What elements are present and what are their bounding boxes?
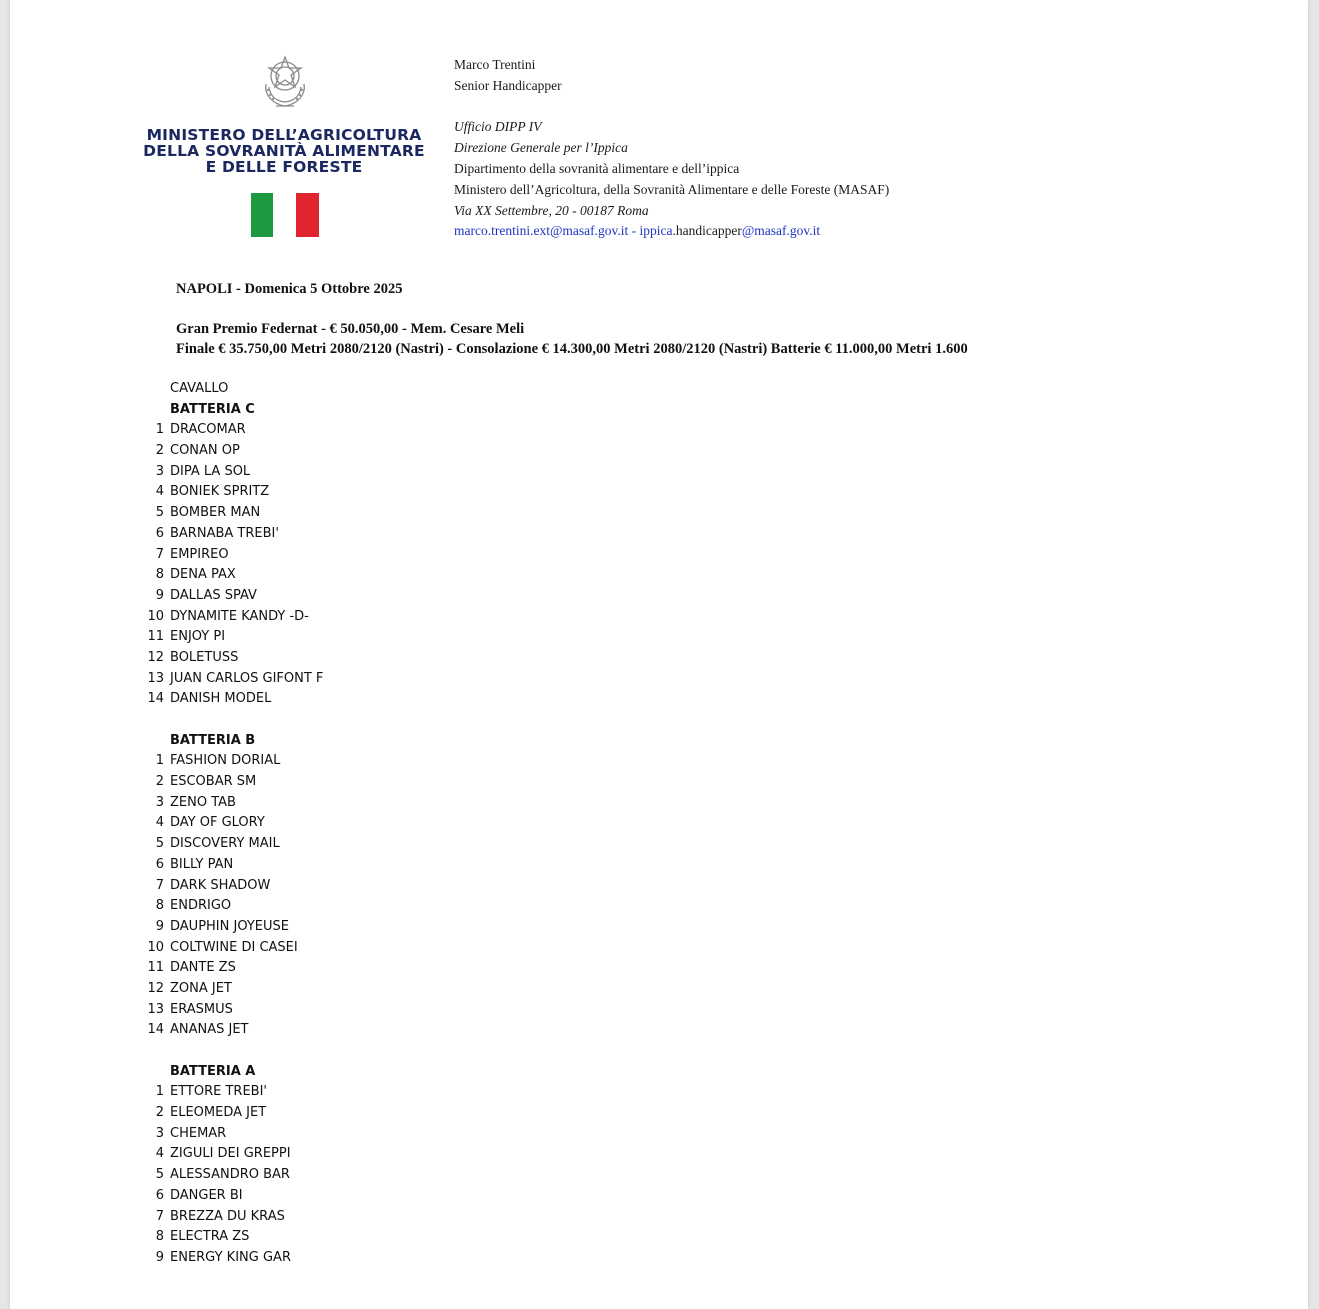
horse-name: CONAN OP (170, 443, 240, 459)
horse-number: 6 (155, 525, 164, 541)
horse-number: 5 (155, 1167, 164, 1183)
horse-row (140, 565, 540, 586)
horse-row (140, 1103, 540, 1124)
horse-row (140, 751, 540, 772)
horse-row (140, 1020, 540, 1041)
horse-number: 13 (147, 670, 164, 686)
horse-number: 6 (155, 856, 164, 872)
contact-direction: Direzione Generale per l’Ippica (454, 140, 628, 156)
horse-number: 12 (147, 980, 164, 996)
horse-number: 10 (147, 608, 164, 624)
horse-row (140, 855, 540, 876)
battery-title: BATTERIA C (170, 401, 255, 417)
horse-name: ENJOY PI (170, 629, 226, 645)
horse-row (140, 689, 540, 710)
horse-row (140, 813, 540, 834)
horse-row (140, 669, 540, 690)
horse-name: BONIEK SPRITZ (170, 484, 270, 500)
horse-row (140, 1000, 540, 1021)
horse-row (140, 607, 540, 628)
horse-name: DANISH MODEL (170, 691, 272, 707)
horse-row (140, 648, 540, 669)
horse-row (140, 896, 540, 917)
contact-ministry: Ministero dell’Agricoltura, della Sovranità Alimentare e delle Foreste (MASAF) (454, 181, 890, 197)
horse-number: 13 (147, 1001, 164, 1017)
horse-row (140, 979, 540, 1000)
horse-name: BILLY PAN (170, 856, 234, 872)
horse-name: ZIGULI DEI GREPPI (170, 1146, 291, 1162)
italian-flag-icon (251, 193, 319, 237)
horse-name: COLTWINE DI CASEI (170, 939, 298, 955)
horse-name: EMPIREO (170, 546, 229, 562)
horse-name: DYNAMITE KANDY -D- (170, 608, 309, 624)
ministry-line: E DELLE FORESTE (205, 158, 363, 176)
horse-name: DANTE ZS (170, 960, 236, 976)
horse-number: 4 (155, 484, 164, 500)
horse-row (140, 876, 540, 897)
horse-name: ESCOBAR SM (170, 774, 257, 790)
horse-number: 6 (155, 1187, 164, 1203)
horse-name: ANANAS JET (170, 1022, 249, 1038)
horse-row (140, 482, 540, 503)
horse-number: 2 (155, 774, 164, 790)
battery-title: BATTERIA A (170, 1063, 256, 1079)
horse-row (140, 503, 540, 524)
horse-name: ENDRIGO (170, 898, 232, 914)
horse-row (140, 1248, 540, 1269)
horse-name: BARNABA TREBI' (170, 525, 279, 541)
ministry-line: MINISTERO DELL’AGRICOLTURA (146, 126, 422, 144)
horse-number: 3 (155, 463, 164, 479)
horse-number: 9 (155, 1249, 164, 1265)
horse-number: 11 (147, 960, 164, 976)
horse-name: FASHION DORIAL (170, 753, 281, 769)
horse-number: 5 (155, 505, 164, 521)
horse-number: 14 (147, 1022, 164, 1038)
horse-name: ETTORE TREBI' (170, 1084, 267, 1100)
email-separator: - (628, 223, 640, 239)
horse-number: 7 (155, 546, 164, 562)
horse-number: 12 (147, 649, 164, 665)
horse-name: ZENO TAB (170, 794, 236, 810)
horse-row (140, 1144, 540, 1165)
ministry-name (126, 127, 442, 175)
battery-header-row (140, 400, 540, 421)
horse-name: DAUPHIN JOYEUSE (170, 918, 289, 934)
horse-row (140, 1165, 540, 1186)
contact-department: Dipartimento della sovranità alimentare e dell’ippica (454, 160, 740, 176)
horse-name: BOMBER MAN (170, 505, 261, 521)
contact-address: Via XX Settembre, 20 - 00187 Roma (454, 202, 649, 218)
horse-name: DRACOMAR (170, 422, 246, 438)
race-details: Finale € 35.750,00 Metri 2080/2120 (Nastri) - Consolazione € 14.300,00 Metri 2080/2120 (Nastri) Batterie € 11.000,00 Metri 1.600 (176, 340, 968, 357)
horse-number: 8 (155, 898, 164, 914)
horse-name: DALLAS SPAV (170, 587, 257, 603)
horse-row (140, 462, 540, 483)
event-title: NAPOLI - Domenica 5 Ottobre 2025 (176, 281, 403, 297)
ministry-line: DELLA SOVRANITÀ ALIMENTARE (143, 142, 425, 160)
horse-name: ALESSANDRO BAR (170, 1167, 290, 1183)
horse-number: 2 (155, 1105, 164, 1121)
column-header: CAVALLO (170, 381, 229, 396)
horse-name: DAY OF GLORY (170, 815, 265, 831)
republic-emblem-icon (258, 54, 312, 110)
horse-number: 1 (155, 422, 164, 438)
horse-number: 10 (147, 939, 164, 955)
battery-title: BATTERIA B (170, 732, 256, 748)
horse-row (140, 938, 540, 959)
horse-name: ZONA JET (170, 980, 232, 996)
horse-name: CHEMAR (170, 1125, 227, 1141)
battery-header-row (140, 1062, 540, 1083)
horse-number: 4 (155, 1146, 164, 1162)
horse-number: 4 (155, 815, 164, 831)
horse-row (140, 917, 540, 938)
horse-row (140, 1227, 540, 1248)
horse-name: DENA PAX (170, 567, 236, 583)
horse-number: 8 (155, 567, 164, 583)
horse-number: 1 (155, 1084, 164, 1100)
horse-name: ERASMUS (170, 1001, 233, 1017)
horse-row (140, 441, 540, 462)
horse-row (140, 1186, 540, 1207)
horse-number: 14 (147, 691, 164, 707)
horse-number: 2 (155, 443, 164, 459)
horse-name: DISCOVERY MAIL (170, 836, 280, 852)
horse-name: BOLETUSS (170, 649, 239, 665)
horse-number: 9 (155, 587, 164, 603)
horse-number: 7 (155, 1208, 164, 1224)
horse-list (140, 379, 540, 1269)
horse-row (140, 1207, 540, 1228)
race-header (176, 320, 968, 359)
horse-name: DARK SHADOW (170, 877, 271, 893)
column-header-row (140, 379, 540, 400)
horse-row (140, 1082, 540, 1103)
horse-number: 8 (155, 1229, 164, 1245)
contact-name: Marco Trentini (454, 57, 536, 72)
horse-number: 5 (155, 836, 164, 852)
horse-row (140, 834, 540, 855)
document-page (10, 0, 1308, 1309)
horse-row (140, 793, 540, 814)
horse-name: ELEOMEDA JET (170, 1105, 267, 1121)
battery-header-row (140, 731, 540, 752)
contact-role: Senior Handicapper (454, 77, 562, 93)
contact-block (454, 55, 889, 242)
horse-row (140, 627, 540, 648)
horse-row (140, 545, 540, 566)
horse-number: 9 (155, 918, 164, 934)
email-link-handicapper[interactable]: ippica.handicapper@masaf.gov.it (639, 223, 821, 239)
horse-row (140, 772, 540, 793)
horse-name: JUAN CARLOS GIFONT F (170, 670, 324, 686)
horse-name: ELECTRA ZS (170, 1229, 250, 1245)
horse-row (140, 1124, 540, 1145)
horse-name: DANGER BI (170, 1187, 243, 1203)
horse-row (140, 958, 540, 979)
race-title: Gran Premio Federnat - € 50.050,00 - Mem. Cesare Meli (176, 321, 525, 337)
horse-number: 3 (155, 794, 164, 810)
horse-name: DIPA LA SOL (170, 463, 251, 479)
horse-name: BREZZA DU KRAS (170, 1208, 285, 1224)
horse-row (140, 586, 540, 607)
horse-number: 1 (155, 753, 164, 769)
horse-number: 3 (155, 1125, 164, 1141)
horse-row (140, 524, 540, 545)
contact-emails (454, 221, 889, 242)
horse-number: 7 (155, 877, 164, 893)
email-link-personal[interactable]: marco.trentini.ext@masaf.gov.it (454, 223, 629, 239)
contact-office: Ufficio DIPP IV (454, 119, 542, 135)
horse-name: ENERGY KING GAR (170, 1249, 291, 1265)
horse-number: 11 (147, 629, 164, 645)
horse-row (140, 420, 540, 441)
